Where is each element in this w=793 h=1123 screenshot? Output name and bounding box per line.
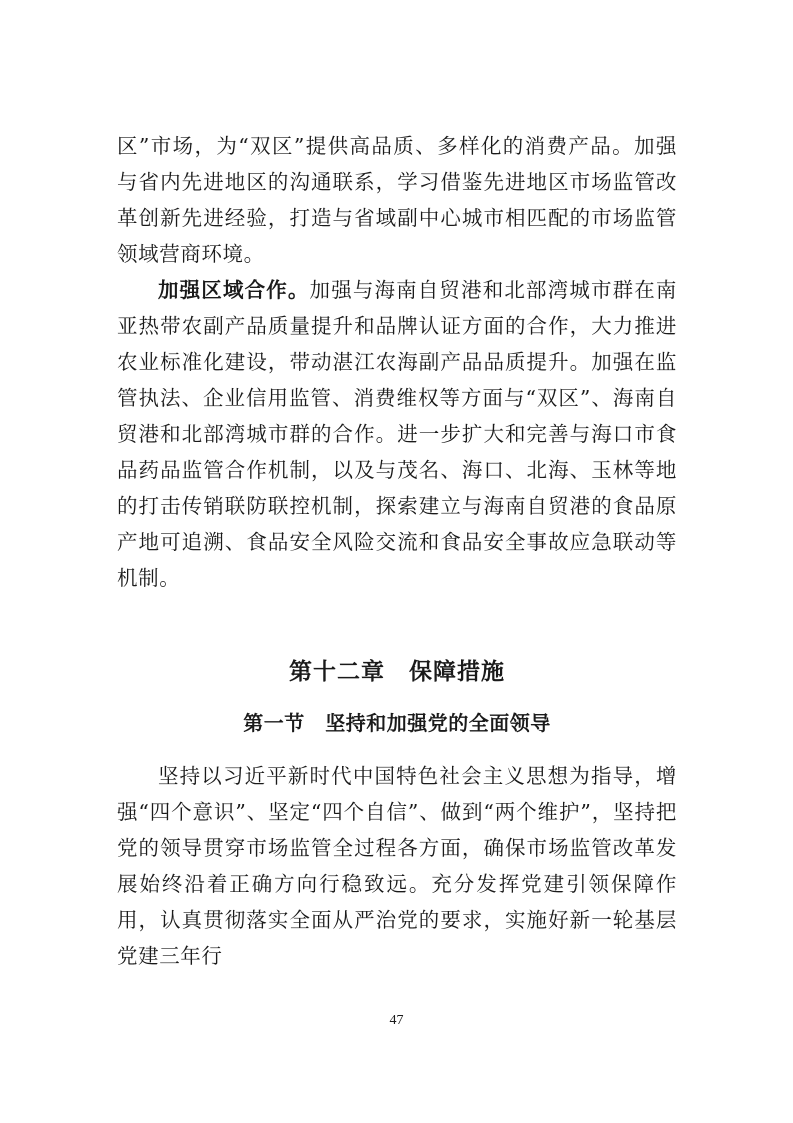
paragraph-lead-heading: 加强区域合作。 — [158, 278, 310, 302]
chapter-title: 第十二章 保障措施 — [289, 659, 505, 685]
section-title: 第一节 坚持和加强党的全面领导 — [243, 711, 551, 735]
paragraph-market-environment: 区”市场，为“双区”提供高品质、多样化的消费产品。加强与省内先进地区的沟通联系，学习借鉴先进地区市场监管改革创新先进经验，打造与省域副中心城市相匹配的市场监管领域营商环境。 — [117, 134, 677, 266]
paragraph-body-text: 加强与海南自贸港和北部湾城市群在南亚热带农副产品质量提升和品牌认证方面的合作，大力推进农业标准化建设，带动湛江农海副产品品质提升。加强在监管执法、企业信用监管、消费维权等方面与“双区”、海南自贸港和北部湾城市群的合作。进一步扩大和完善与海口市食品药品监管合作机制，以及与茂名、海口、北海、玉林等地的打击传销联防联控机制，探索建立与海南自贸港的食品原产地可追溯、食品安全风险交流和食品安全事故应急联动等机制。 — [117, 278, 678, 590]
document-body — [117, 128, 677, 974]
paragraph-regional-cooperation — [117, 272, 677, 596]
paragraph-party-leadership: 坚持以习近平新时代中国特色社会主义思想为指导，增强“四个意识”、坚定“四个自信”、做到“两个维护”，坚持把党的领导贯穿市场监管全过程各方面，确保市场监管改革发展始终沿着正确方向行稳致远。充分发挥党建引领保障作用，认真贯彻落实全面从严治党的要求，实施好新一轮基层党建三年行 — [117, 764, 677, 968]
page-number: 47 — [389, 1013, 404, 1028]
